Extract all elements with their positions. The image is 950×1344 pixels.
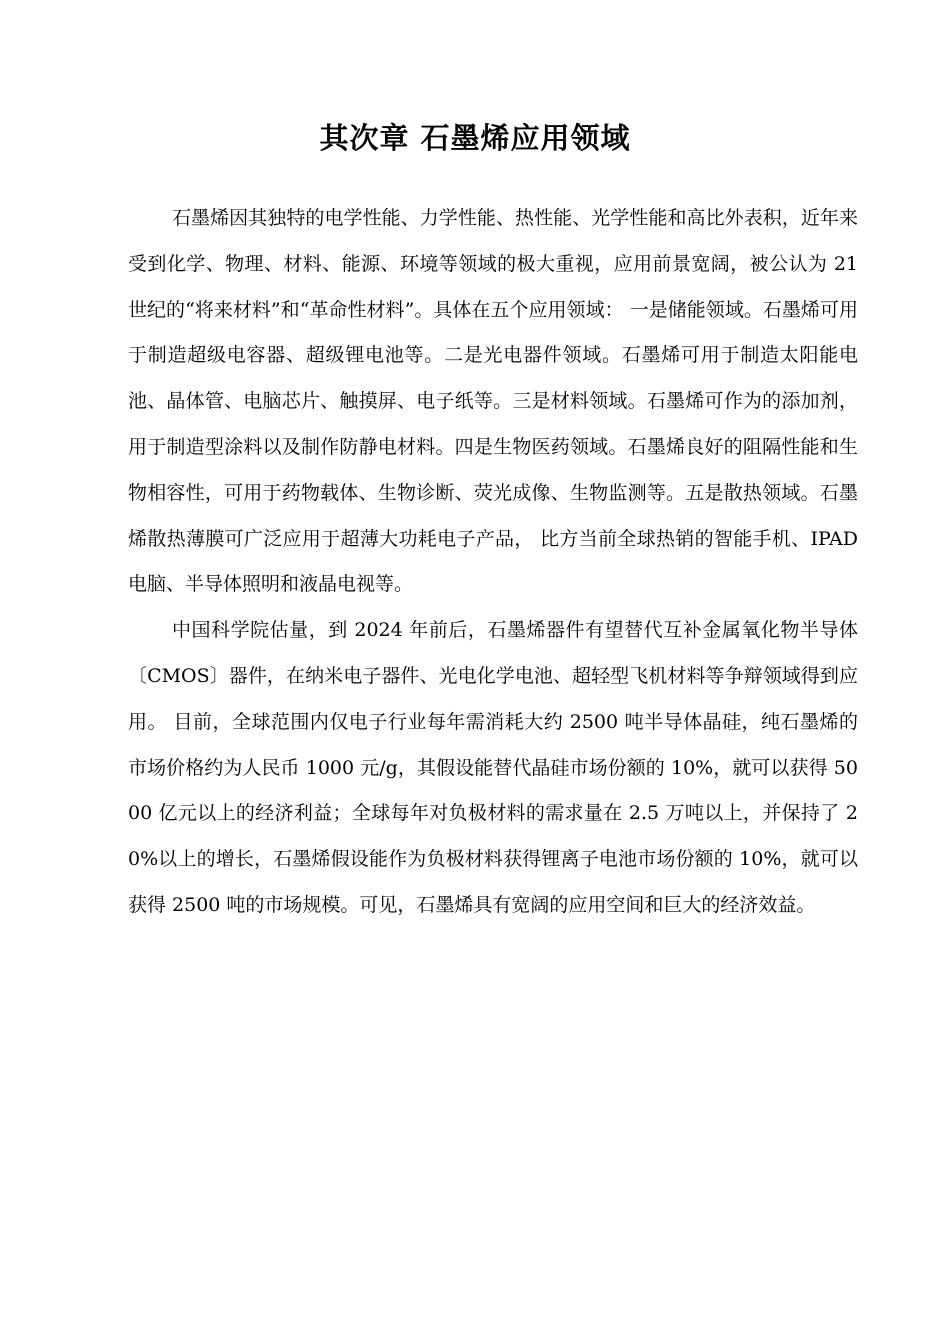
- paragraph-market: 中国科学院估量，到 2024 年前后，石墨烯器件有望替代互补金属氧化物半导体〔CMOS〕器件，在纳米电子器件、光电化学电池、超轻型飞机材料等争辩领域得到应用。 目前，全球范围内仅电子行业每年需消耗大约 2500 吨半导体晶硅，纯石墨烯的市场价格约为人民币 1000 元/g，其假设能替代晶硅市场份额的 10%，就可以获得 5000 亿元以上的经济利益；全球每年对负极材料的需求量在 2.5 万吨以上，并保持了 20%以上的增长，石墨烯假设能作为负极材料获得锂离子电池市场份额的 10%，就可以获得 2500 吨的市场规模。可见，石墨烯具有宽阔的应用空间和巨大的经济效益。: [128, 619, 858, 916]
- paragraph-applications: 石墨烯因其独特的电学性能、力学性能、热性能、光学性能和高比外表积，近年来受到化学、物理、材料、能源、环境等领域的极大重视，应用前景宽阔，被公认为 21 世纪的“将来材料”和“革命性材料”。具体在五个应用领域： 一是储能领域。石墨烯可用于制造超级电容器、超级锂电池等。二是光电器件领域。石墨烯可用于制造太阳能电池、晶体管、电脑芯片、触摸屏、电子纸等。三是材料领域。石墨烯可作为的添加剂，用于制造型涂料以及制作防静电材料。四是生物医药领域。石墨烯良好的阻隔性能和生物相容性，可用于药物载体、生物诊断、荧光成像、生物监测等。五是散热领域。石墨烯散热薄膜可广泛应用于超薄大功耗电子产品， 比方当前全球热销的智能手机、IPAD 电脑、半导体照明和液晶电视等。: [128, 207, 858, 596]
- chapter-title: 其次章 石墨烯应用领域: [319, 121, 631, 155]
- document-body: [128, 196, 858, 929]
